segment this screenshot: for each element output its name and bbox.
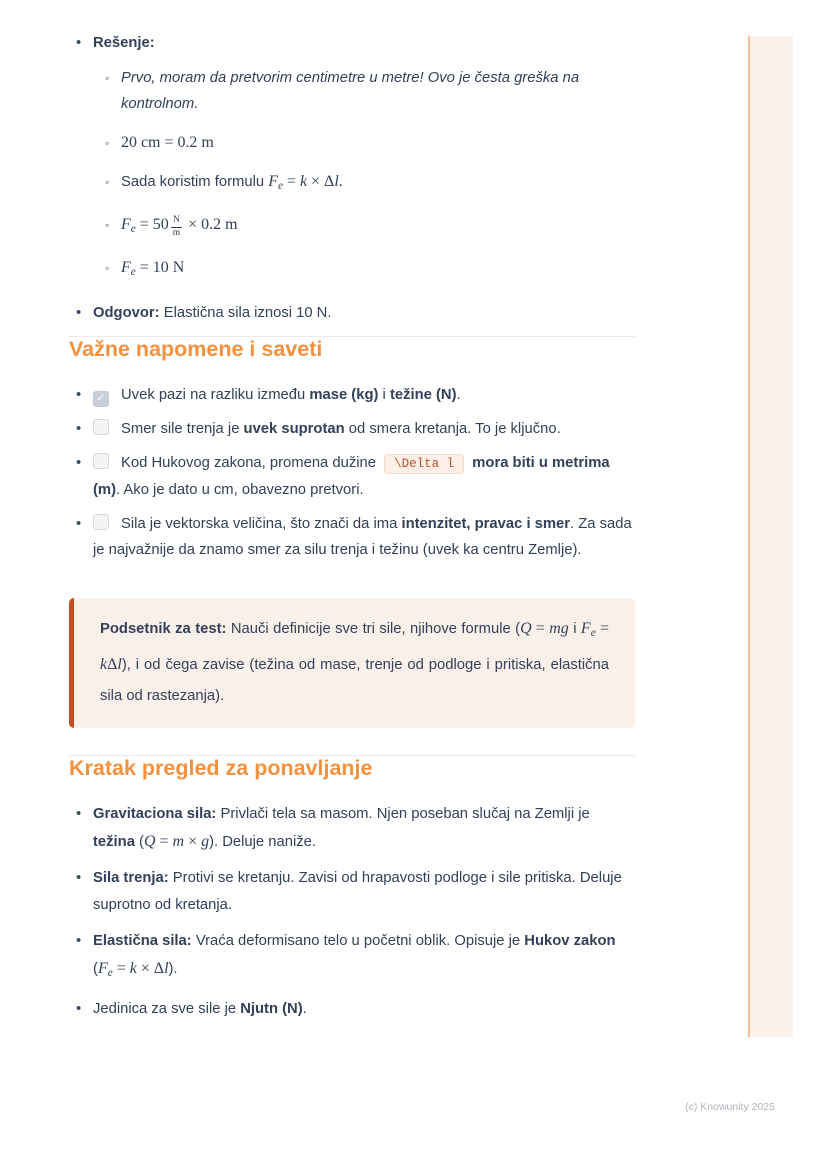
callout-text: Podsetnik za test: Nauči definicije sve tri sile, njihove formule (Q = mg i Fe = kΔl), i od čega zavise (težina od mase, trenje od podloge i pritiska, elastična sila od rastezanja). (100, 620, 609, 705)
review-item (69, 801, 635, 856)
review-item (69, 865, 635, 919)
checklist-item-text: Sila je vektorska veličina, što znači da ima intenzitet, pravac i smer. Za sada je najvažnije da znamo smer za silu trenja i težinu (uvek ka centru Zemlje). (93, 516, 632, 559)
page-edge-strip (748, 36, 793, 1037)
solution-step (105, 169, 635, 199)
footer-copyright: (c) Knowunity 2025 (685, 1101, 775, 1113)
checklist-item-text: Smer sile trenja je uvek suprotan od smera kretanja. To je ključno. (121, 421, 561, 438)
review-item-text: Elastična sila: Vraća deformisano telo u početni oblik. Opisuje je Hukov zakon (Fe = k × Δl). (93, 933, 616, 979)
checklist-item (69, 511, 635, 563)
notes-checklist (69, 382, 635, 563)
solution-step-text: Fe = 10 N (121, 258, 185, 278)
solution-step-text: Sada koristim formulu Fe = k × Δl. (121, 173, 343, 192)
solution-step (105, 212, 635, 242)
checklist-item-text: Uvek pazi na razliku između mase (kg) i težine (N). (121, 387, 461, 404)
checkbox[interactable] (93, 391, 109, 407)
answer-text: Odgovor: Elastična sila iznosi 10 N. (93, 305, 332, 322)
checkbox[interactable] (93, 419, 109, 435)
solution-step-text: 20 cm = 0.2 m (121, 134, 214, 151)
solution-step (105, 130, 635, 156)
review-item (69, 996, 635, 1023)
review-list (69, 801, 635, 1023)
review-item (69, 928, 635, 987)
review-section-title: Kratak pregled za ponavljanje (69, 756, 373, 781)
solution-step-text: Fe = 50 $\frac{N}{m}$ × 0.2 m (121, 214, 238, 238)
callout-box (69, 598, 635, 728)
checklist-item (69, 416, 635, 442)
review-item-text: Sila trenja: Protivi se kretanju. Zavisi od hrapavosti podloge i sile pritiska. Deluje suprotno od kretanja. (93, 870, 622, 914)
review-item-text: Gravitaciona sila: Privlači tela sa masom. Njen poseban slučaj na Zemlji je težina (Q = m × g). Deluje naniže. (93, 806, 590, 851)
notes-section-title: Važne napomene i saveti (69, 337, 323, 362)
checkmark-icon: • ✓ (96, 392, 106, 405)
solution-steps (105, 65, 635, 284)
solution-step-text: Prvo, moram da pretvorim centimetre u metre! Ovo je česta greška na kontrolnom. (121, 70, 580, 112)
solution-step (105, 65, 635, 117)
solution-heading: Rešenje: (93, 35, 155, 51)
checkbox[interactable] (93, 453, 109, 469)
review-item-text: Jedinica za sve sile je Njutn (N). (93, 1000, 307, 1017)
checkbox[interactable] (93, 514, 109, 530)
answer-item (69, 300, 635, 326)
solution-list (69, 30, 635, 326)
callout-wrap (69, 598, 635, 728)
document-content (69, 30, 635, 1032)
solution-heading-item (69, 30, 635, 284)
checklist-item-text: Kod Hukovog zakona, promena dužine \Delta l mora biti u metrima (m). Ako je dato u cm, obavezno pretvori. (93, 455, 610, 499)
checklist-item (69, 450, 635, 503)
solution-step (105, 255, 635, 285)
checklist-item (69, 382, 635, 408)
